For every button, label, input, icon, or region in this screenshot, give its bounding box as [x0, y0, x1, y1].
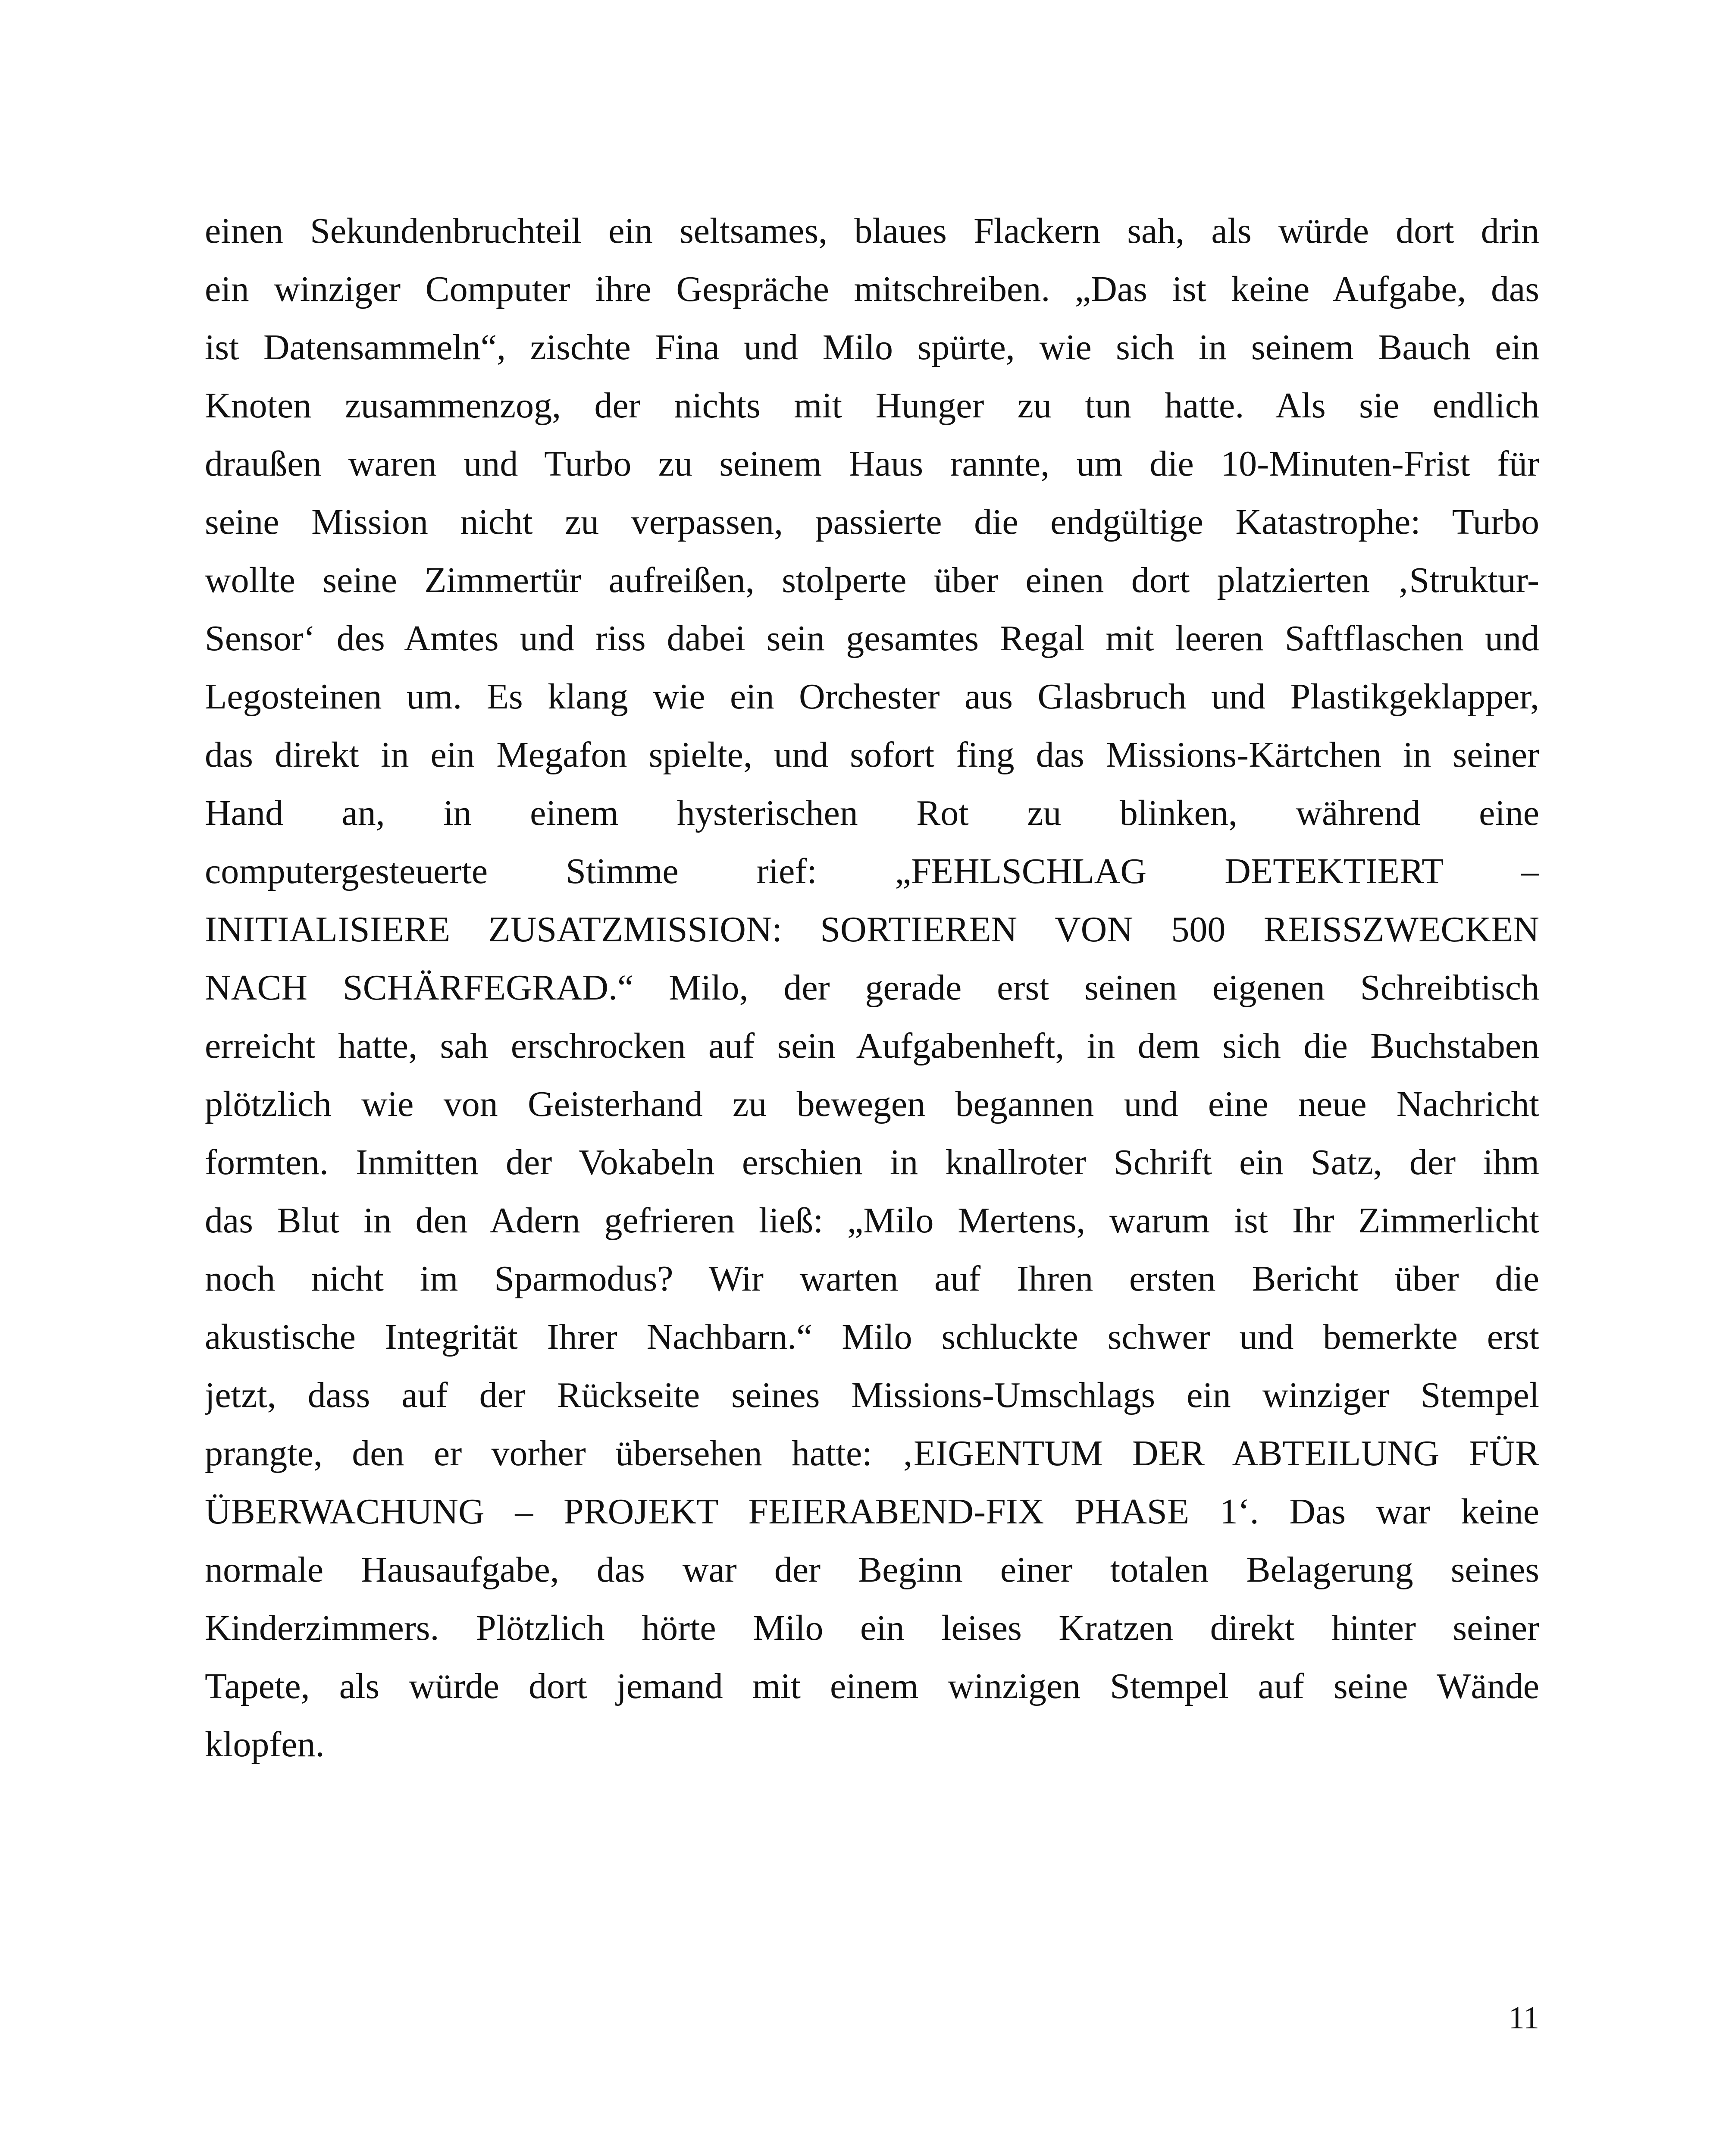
- text-line: Kinderzimmers. Plötzlich hörte Milo ein leises Kratzen direkt hinter seiner: [205, 1608, 1539, 1648]
- text-line: ÜBERWACHUNG – PROJEKT FEIERABEND-FIX PHASE 1‘. Das war keine: [205, 1492, 1539, 1532]
- text-line: klopfen.: [205, 1724, 325, 1764]
- text-line: prangte, den er vorher übersehen hatte: ‚EIGENTUM DER ABTEILUNG FÜR: [205, 1433, 1539, 1473]
- page-number: 11: [1508, 2000, 1539, 2036]
- text-line: Legosteinen um. Es klang wie ein Orchester aus Glasbruch und Plastikgeklapper,: [205, 677, 1539, 717]
- text-line: draußen waren und Turbo zu seinem Haus rannte, um die 10-Minuten-Frist für: [205, 444, 1539, 484]
- text-line: jetzt, dass auf der Rückseite seines Missions-Umschlags ein winziger Stempel: [205, 1375, 1539, 1415]
- text-line: das Blut in den Adern gefrieren ließ: „Milo Mertens, warum ist Ihr Zimmerlicht: [205, 1200, 1539, 1241]
- text-line: ein winziger Computer ihre Gespräche mitschreiben. „Das ist keine Aufgabe, das: [205, 269, 1539, 309]
- text-line: erreicht hatte, sah erschrocken auf sein Aufgabenheft, in dem sich die Buchstaben: [205, 1026, 1539, 1066]
- text-line: computergesteuerte Stimme rief: „FEHLSCHLAG DETEKTIERT –: [205, 851, 1539, 891]
- text-line: NACH SCHÄRFEGRAD.“ Milo, der gerade erst seinen eigenen Schreibtisch: [205, 968, 1539, 1008]
- text-line: das direkt in ein Megafon spielte, und sofort fing das Missions-Kärtchen in seiner: [205, 735, 1539, 775]
- text-line: plötzlich wie von Geisterhand zu bewegen begannen und eine neue Nachricht: [205, 1084, 1539, 1124]
- text-line: ist Datensammeln“, zischte Fina und Milo spürte, wie sich in seinem Bauch ein: [205, 327, 1539, 367]
- text-line: wollte seine Zimmertür aufreißen, stolperte über einen dort platzierten ‚Struktur-: [205, 560, 1539, 600]
- body-paragraph: [205, 202, 1539, 1774]
- text-line: formten. Inmitten der Vokabeln erschien in knallroter Schrift ein Satz, der ihm: [205, 1142, 1539, 1182]
- text-line: Hand an, in einem hysterischen Rot zu blinken, während eine: [205, 793, 1539, 833]
- text-line: seine Mission nicht zu verpassen, passierte die endgültige Katastrophe: Turbo: [205, 502, 1539, 542]
- text-line: Sensor‘ des Amtes und riss dabei sein gesamtes Regal mit leeren Saftflaschen und: [205, 618, 1539, 658]
- text-line: normale Hausaufgabe, das war der Beginn einer totalen Belagerung seines: [205, 1550, 1539, 1590]
- text-line: einen Sekundenbruchteil ein seltsames, blaues Flackern sah, als würde dort drin: [205, 211, 1539, 251]
- text-line: akustische Integrität Ihrer Nachbarn.“ Milo schluckte schwer und bemerkte erst: [205, 1317, 1539, 1357]
- text-line: INITIALISIERE ZUSATZMISSION: SORTIEREN VON 500 REISSZWECKEN: [205, 909, 1539, 950]
- text-line: Tapete, als würde dort jemand mit einem winzigen Stempel auf seine Wände: [205, 1666, 1539, 1706]
- text-line: noch nicht im Sparmodus? Wir warten auf Ihren ersten Bericht über die: [205, 1259, 1539, 1299]
- text-line: Knoten zusammenzog, der nichts mit Hunger zu tun hatte. Als sie endlich: [205, 385, 1539, 426]
